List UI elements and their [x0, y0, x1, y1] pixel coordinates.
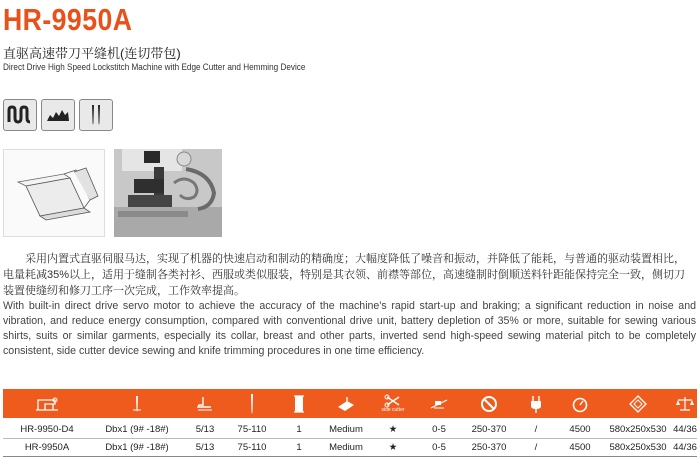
no-symbol-icon — [463, 389, 515, 418]
spec-cell: 5/13 — [195, 424, 215, 435]
spec-cell: 44/36 — [673, 424, 697, 435]
side-cutter-caption: side cutter — [381, 407, 405, 413]
spec-cell: 44/36 — [673, 442, 697, 453]
description-cn: 采用内置式直驱伺服马达，实现了机器的快速启动和制动的精确度；大幅度降低了噪音和振动，并降低了能耗，与普通的驱动装置相比，电量耗减35%以上，适用于缝制各类衬衫、西服或类似服装，特别是其衣领、前襟等部位，高速缝制时倒顺送料针距能保持完全一致，侧切刀装置使缝纫和修刀工序一次完成，工作效率提高。 — [3, 253, 686, 297]
spec-cell: Dbx1 (9# -18#) — [105, 424, 169, 435]
spec-cell: 250-370 — [471, 442, 507, 453]
spec-cell: / — [534, 442, 538, 453]
spec-cell: ★ — [388, 424, 398, 435]
needle-icon — [79, 99, 113, 131]
spec-cell: 1 — [296, 442, 302, 453]
spec-cell: 1 — [296, 424, 302, 435]
spec-row-hr-9950a — [3, 439, 697, 457]
side-cutter-icon — [371, 389, 415, 418]
spec-cell: 250-370 — [471, 424, 507, 435]
needle-bar-icon — [227, 389, 277, 418]
needle-system-icon — [91, 389, 183, 418]
presser-foot-icon — [183, 389, 227, 418]
spec-cell: 75-110 — [237, 442, 267, 453]
spec-cell: 5/13 — [195, 442, 215, 453]
spec-cell: 4500 — [569, 442, 591, 453]
spec-cell: Dbx1 (9# -18#) — [105, 442, 169, 453]
spec-cell: HR-9950-D4 — [20, 424, 74, 435]
spec-cell: 0-5 — [432, 442, 446, 453]
thread-spool-icon — [277, 389, 321, 418]
spec-cell: 75-110 — [237, 424, 267, 435]
spec-row-hr-9950-d4 — [3, 421, 697, 439]
weight-scale-icon — [673, 389, 697, 418]
speed-dial-icon — [557, 389, 603, 418]
spec-cell: Medium — [329, 424, 363, 435]
power-plug-icon — [515, 389, 557, 418]
spec-cell: ★ — [388, 442, 398, 453]
product-title-en: Direct Drive High Speed Lockstitch Machine with Edge Cutter and Hemming Device — [3, 62, 306, 73]
spec-cell: HR-9950A — [24, 442, 70, 453]
hem-illustration — [3, 149, 105, 237]
spec-cell: 4500 — [569, 424, 591, 435]
spec-cell: 580x250x530 — [609, 424, 667, 435]
spec-cell: 0-5 — [432, 424, 446, 435]
machine-photo — [114, 149, 222, 237]
product-title-cn: 直驱高速带刀平缝机(连切带包) — [3, 46, 181, 61]
feed-teeth-icon — [41, 99, 75, 131]
feature-icons — [3, 99, 113, 131]
spec-cell: Medium — [329, 442, 363, 453]
stitch-pattern-icon — [3, 99, 37, 131]
model-title: HR-9950A — [3, 2, 133, 37]
sewing-machine-icon — [3, 389, 91, 418]
package-size-icon — [603, 389, 673, 418]
spec-cell: / — [534, 424, 538, 435]
spec-table-header — [3, 389, 697, 418]
material-weight-icon — [321, 389, 371, 418]
description-en: With built-in direct drive servo motor to achieve the accuracy of the machine's rapid start-up and braking; a significant reduction in noise and vibration, and reduce energy consumption, compared with conventional drive unit, battery depletion of 35% or more, suitable for sewing various shirts, suits or similar garments, especially its collar, breast and other parts, inverted send high-speed sewing material pitch to be completely consistent, side cutter device sewing and knife trimming procedures in one time efficiency. — [3, 300, 696, 357]
spec-cell: 580x250x530 — [609, 442, 667, 453]
stitch-length-icon — [415, 389, 463, 418]
